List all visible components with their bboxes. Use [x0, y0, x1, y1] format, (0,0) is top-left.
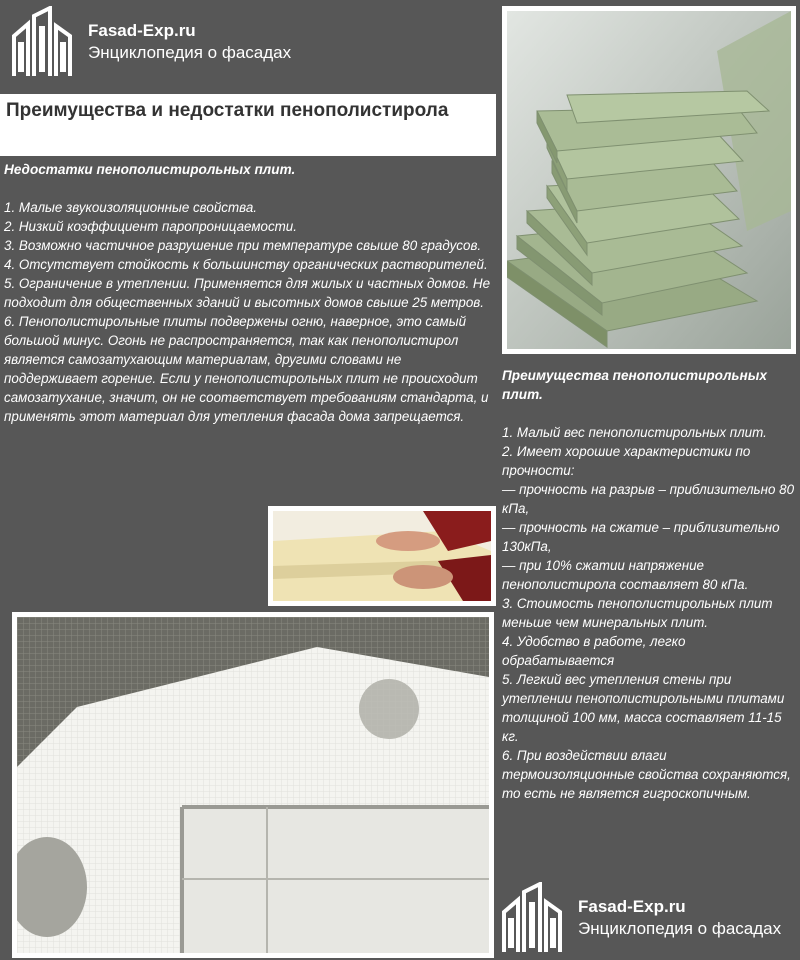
advantage-item: — прочность на сжатие – приблизительно 130кПа,: [502, 520, 780, 554]
reinforcing-mesh-wall-photo: [12, 612, 494, 958]
disadvantages-section: [4, 160, 494, 426]
logo-site-name: Fasad-Exp.ru: [88, 21, 196, 40]
advantage-item: 4. Удобство в работе, легко обрабатывается: [502, 634, 686, 668]
advantages-section: [502, 366, 800, 803]
logo-tagline: Энциклопедия о фасадах: [88, 43, 292, 62]
logo-site-name: Fasad-Exp.ru: [578, 897, 686, 916]
disadvantage-item: 1. Малые звукоизоляционные свойства.: [4, 200, 257, 215]
advantage-item: 2. Имеет хорошие характеристики по прочности:: [502, 444, 751, 478]
building-logo-icon: [8, 6, 80, 78]
disadvantage-item: 5. Ограничение в утеплении. Применяется для жилых и частных домов. Не подходит для общественных зданий и высотных домов свыше 25 метров.: [4, 276, 491, 310]
site-logo[interactable]: [8, 6, 291, 78]
page-title: Преимущества и недостатки пенополистирола: [6, 100, 449, 121]
building-logo-icon: [498, 882, 570, 954]
advantage-item: 5. Легкий вес утепления стены при утеплении пенополистирольными плитами толщиной 100 мм, масса составляет 11-15 кг.: [502, 672, 785, 744]
advantages-heading: Преимущества пенополистирольных плит.: [502, 368, 767, 402]
advantage-item: 1. Малый вес пенополистирольных плит.: [502, 425, 767, 440]
title-box: [0, 94, 496, 156]
hands-foam-board-photo: [268, 506, 496, 606]
disadvantages-heading: Недостатки пенополистирольных плит.: [4, 162, 296, 177]
advantage-item: — прочность на разрыв – приблизительно 80 кПа,: [502, 482, 795, 516]
advantage-item: — при 10% сжатии напряжение пенополистирола составляет 80 кПа.: [502, 558, 749, 592]
advantage-item: 3. Стоимость пенополистирольных плит меньше чем минеральных плит.: [502, 596, 773, 630]
logo-tagline: Энциклопедия о фасадах: [578, 919, 782, 938]
advantage-item: 6. При воздействии влаги термоизоляционные свойства сохраняются, то есть не является гигроскопичным.: [502, 748, 791, 801]
disadvantage-item: 3. Возможно частичное разрушение при температуре свыше 80 градусов.: [4, 238, 482, 253]
footer-logo[interactable]: [498, 882, 781, 954]
foam-boards-stack-photo: [502, 6, 796, 354]
disadvantage-item: 4. Отсутствует стойкость к большинству органических растворителей.: [4, 257, 488, 272]
disadvantage-item: 2. Низкий коэффициент паропроницаемости.: [4, 219, 297, 234]
disadvantage-item: 6. Пенополистирольные плиты подвержены огню, наверное, это самый большой минус. Огонь не распространяется, так как пенополистирол является самозатухающим материалам, другими словами не поддерживает горение. Если у пенополистирольных плит не происходит самозатухание, значит, он не соответствует требованиям стандарта, и применять этот материал для утепления фасада дома запрещается.: [4, 314, 489, 424]
